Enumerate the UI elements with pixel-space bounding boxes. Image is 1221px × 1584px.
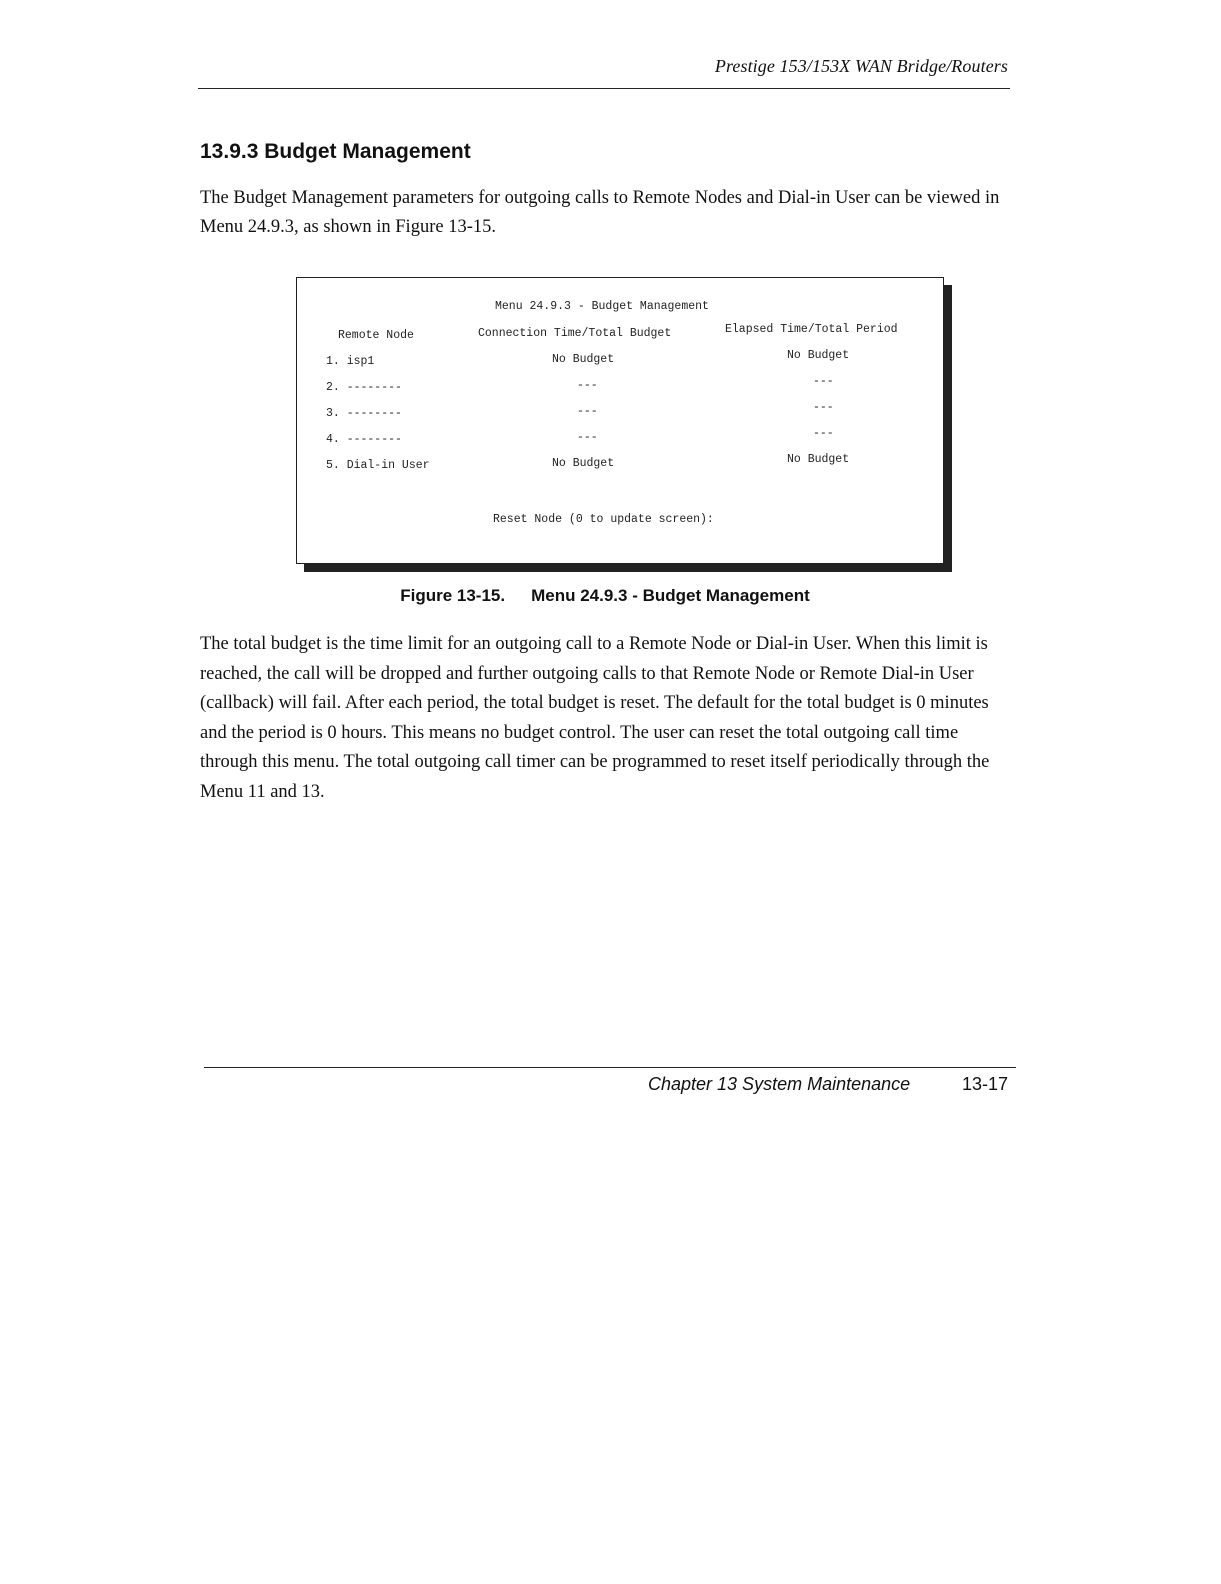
node-row-2-connection: --- bbox=[577, 379, 598, 392]
node-row-1-connection: No Budget bbox=[552, 353, 615, 366]
figure-number: Figure 13-15. bbox=[400, 586, 506, 605]
node-row-5-elapsed: No Budget bbox=[787, 453, 850, 466]
column-header-remote-node: Remote Node bbox=[338, 329, 414, 342]
section-title: 13.9.3 Budget Management bbox=[200, 140, 471, 163]
running-header: Prestige 153/153X WAN Bridge/Routers bbox=[714, 56, 1008, 76]
node-row-3-elapsed: --- bbox=[813, 401, 834, 414]
node-row-2-elapsed: --- bbox=[813, 375, 834, 388]
footer-chapter: Chapter 13 System Maintenance bbox=[648, 1074, 911, 1094]
node-row-4-name: 4. -------- bbox=[326, 433, 402, 446]
column-header-elapsed-time: Elapsed Time/Total Period bbox=[725, 323, 898, 336]
node-row-3-name: 3. -------- bbox=[326, 407, 402, 420]
node-row-2-name: 2. -------- bbox=[326, 381, 402, 394]
menu-screen bbox=[296, 277, 944, 564]
page-number: 13-17 bbox=[962, 1074, 1009, 1094]
node-row-1-name: 1. isp1 bbox=[326, 355, 375, 368]
node-row-5-name: 5. Dial-in User bbox=[326, 459, 430, 472]
figure-caption bbox=[200, 586, 1010, 606]
node-row-4-elapsed: --- bbox=[813, 427, 834, 440]
column-header-connection-time: Connection Time/Total Budget bbox=[478, 327, 672, 340]
node-row-1-elapsed: No Budget bbox=[787, 349, 850, 362]
menu-title: Menu 24.9.3 - Budget Management bbox=[495, 300, 709, 313]
header-rule bbox=[198, 88, 1010, 89]
node-row-5-connection: No Budget bbox=[552, 457, 615, 470]
node-row-4-connection: --- bbox=[577, 431, 598, 444]
figure-title: Menu 24.9.3 - Budget Management bbox=[531, 586, 810, 605]
reset-node-prompt: Reset Node (0 to update screen): bbox=[493, 513, 714, 526]
node-row-3-connection: --- bbox=[577, 405, 598, 418]
footer-rule bbox=[204, 1067, 1016, 1068]
intro-paragraph: The Budget Management parameters for outgoing calls to Remote Nodes and Dial-in User can be viewed in Menu 24.9.3, as shown in Figure 13-15. bbox=[200, 188, 1000, 237]
body-paragraph: The total budget is the time limit for an outgoing call to a Remote Node or Dial-in User. When this limit is reached, the call will be dropped and further outgoing calls to that Remote Node or Remote Dial-in User (callback) will fail. After each period, the total budget is reset. The default for the total budget is 0 minutes and the period is 0 hours. This means no budget control. The user can reset the total outgoing call time through this menu. The total outgoing call timer can be programmed to reset itself periodically through the Menu 11 and 13. bbox=[200, 634, 990, 802]
